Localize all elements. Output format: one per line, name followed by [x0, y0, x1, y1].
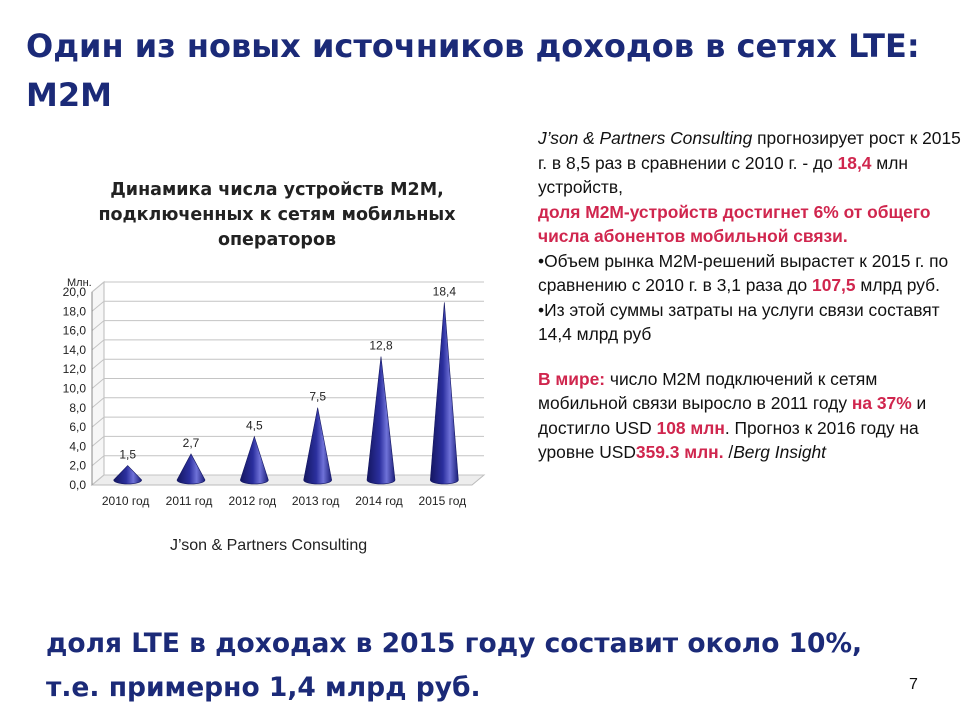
chart-floor — [92, 475, 484, 485]
text-span: •Объем рынка M2M-решений вырастет к 2015 г. по сравнению с 2010 г. в 3,1 раза до — [538, 250, 949, 295]
data-label: 7,5 — [309, 389, 327, 404]
conclusion-text — [46, 622, 946, 710]
paragraph-forecast — [538, 126, 963, 249]
forecast-text-block — [538, 126, 963, 465]
y-tick-label: 18,0 — [62, 304, 86, 319]
gridline — [92, 398, 484, 408]
paragraph-market — [538, 249, 963, 298]
x-tick-label: 2011 год — [165, 494, 213, 508]
m2m-devices-chart — [52, 262, 502, 612]
slide-title — [26, 22, 966, 120]
data-label: 1,5 — [119, 447, 137, 462]
x-tick-label: 2012 год — [228, 494, 277, 508]
source-name: J’son & Partners Consulting — [538, 128, 753, 148]
chart-title — [52, 178, 502, 253]
gridline — [92, 417, 484, 427]
gridline — [92, 282, 484, 292]
highlight-share: доля M2M-устройств достигнет 6% от общего числа абонентов мобильной связи. — [538, 201, 931, 246]
chart-title-line-2: подключенных к сетям мобильных — [98, 205, 456, 225]
y-axis-unit-label: Млн. — [67, 277, 92, 289]
paragraph-world — [538, 367, 963, 465]
cone-bar-2011 год — [177, 454, 205, 484]
gridline — [92, 359, 484, 369]
y-tick-label: 10,0 — [62, 381, 86, 396]
slide-title-line-1: Один из новых источников доходов в сетях LTE: — [26, 27, 920, 65]
data-label: 18,4 — [432, 284, 457, 299]
y-tick-label: 12,0 — [62, 362, 86, 377]
page-number: 7 — [909, 676, 918, 693]
chart-title-line-1: Динамика числа устройств M2M, — [110, 180, 444, 200]
highlight-value: 359.3 млн. — [635, 442, 724, 462]
highlight-value: 18,4 — [837, 152, 872, 173]
y-tick-label: 20,0 — [62, 285, 86, 299]
gridline — [92, 456, 484, 466]
x-tick-label: 2013 год — [291, 494, 340, 508]
spacer — [538, 347, 963, 367]
highlight-value: 108 млн — [656, 417, 725, 438]
source-name: Berg Insight — [733, 442, 827, 462]
text-span: прогнозирует рост к 2015 г. в 8,5 раз в сравнении с 2010 г. - до — [538, 128, 961, 173]
text-span: . Прогноз к 2016 году на уровне USD — [538, 417, 919, 462]
x-tick-label: 2014 год — [355, 494, 403, 508]
y-tick-label: 2,0 — [69, 458, 86, 473]
x-tick-label: 2010 год — [101, 494, 150, 508]
y-tick-label: 6,0 — [69, 420, 86, 435]
highlight-value: на 37% — [851, 393, 912, 413]
highlight-value: 107,5 — [812, 275, 856, 295]
text-span: / — [723, 442, 734, 462]
chart-title-line-3: операторов — [217, 230, 337, 250]
gridline — [92, 436, 484, 446]
x-tick-label: 2015 год — [418, 494, 467, 508]
highlight-world: В мире: — [538, 368, 606, 389]
gridline — [92, 338, 484, 353]
chart-source: J’son & Partners Consulting — [170, 537, 368, 554]
data-label: 4,5 — [245, 418, 263, 433]
text-span: и достигло USD — [538, 393, 927, 438]
gridline — [92, 379, 484, 389]
data-label: 12,8 — [369, 338, 393, 353]
gridline — [92, 301, 484, 311]
cone-bar-2013 год — [304, 408, 332, 484]
text-span: число M2M подключений к сетям мобильной связи выросло в 2011 году — [538, 368, 878, 413]
text-span: млн устройств, — [538, 152, 909, 197]
cone-bar-2014 год — [367, 356, 395, 484]
chart-container — [52, 172, 502, 572]
y-tick-label: 8,0 — [69, 400, 86, 415]
data-label: 2,7 — [182, 435, 200, 450]
text-span: млрд руб. — [855, 275, 940, 295]
slide-title-line-2: M2M — [26, 76, 112, 114]
conclusion-line-2: т.е. примерно 1,4 млрд руб. — [46, 672, 481, 703]
paragraph-costs: •Из этой суммы затраты на услуги связи составят 14,4 млрд руб — [538, 299, 940, 344]
y-tick-label: 14,0 — [62, 342, 86, 357]
y-tick-label: 4,0 — [69, 439, 86, 454]
conclusion-line-1: доля LTE в доходах в 2015 году составит около 10%, — [46, 628, 863, 659]
gridline — [92, 321, 484, 331]
cone-bar-2015 год — [430, 302, 458, 484]
y-tick-label: 0,0 — [69, 478, 86, 492]
y-tick-label: 16,0 — [62, 323, 86, 338]
cone-bar-2012 год — [240, 437, 268, 484]
